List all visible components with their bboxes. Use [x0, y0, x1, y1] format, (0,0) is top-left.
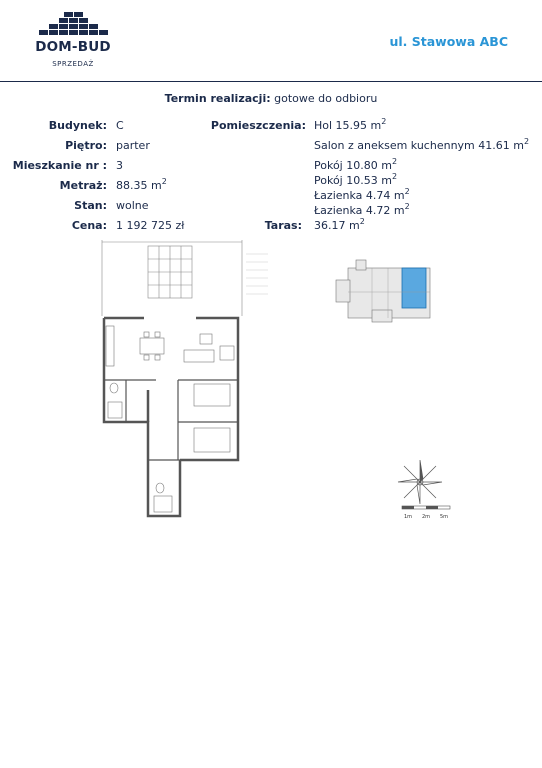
pomieszczenia-label: Pomieszczenia:: [210, 119, 306, 132]
scale-label: 5m: [440, 514, 449, 520]
room-sup: 2: [404, 187, 410, 196]
room-item: [314, 204, 410, 217]
header: [0, 0, 542, 82]
stan-value: wolne: [116, 199, 149, 212]
room-text: Łazienka 4.72 m: [314, 204, 405, 217]
room-text: Pokój 10.80 m: [314, 159, 392, 172]
logo-text: DOM-BUD: [35, 39, 111, 55]
mieszkanie-value: 3: [116, 159, 123, 172]
metraz-number: 88.35 m: [116, 179, 162, 192]
termin-label: Termin realizacji:: [164, 92, 271, 105]
key-plan: [332, 254, 442, 326]
budynek-value: C: [116, 119, 124, 132]
taras-value: [314, 219, 365, 232]
taras-label: Taras:: [264, 219, 302, 232]
metraz-value: [116, 179, 167, 192]
budynek-label: Budynek:: [48, 119, 107, 132]
cena-label: Cena:: [71, 219, 107, 232]
termin-value: gotowe do odbioru: [274, 92, 378, 105]
room-sup: 2: [391, 172, 398, 181]
apartment-highlight: [402, 268, 426, 308]
room-text: Pokój 10.53 m: [314, 174, 392, 187]
taras-number: 36.17 m: [314, 219, 360, 232]
room-text: Hol 15.95 m: [314, 119, 382, 132]
mieszkanie-label: Mieszkanie nr :: [12, 159, 107, 172]
brick-roof-icon: [30, 10, 116, 40]
room-item: [314, 119, 386, 132]
room-sup: 2: [391, 157, 398, 166]
room-sup: 2: [381, 117, 387, 126]
street-address: ul. Stawowa ABC: [389, 34, 508, 49]
logo-subtitle: SPRZEDAŻ: [52, 60, 94, 68]
room-sup: 2: [523, 137, 530, 146]
pietro-label: Piętro:: [65, 139, 107, 152]
metraz-unit-sup: 2: [161, 177, 167, 186]
room-item: [314, 174, 397, 187]
scale-label: 2m: [422, 514, 431, 520]
scale-bar: [400, 504, 452, 520]
dom-bud-logo[interactable]: [30, 10, 116, 72]
floor-plan: [96, 240, 272, 520]
room-item: [314, 189, 410, 202]
compass-rose-icon: [396, 458, 444, 506]
room-text: Salon z aneksem kuchennym 41.61 m: [314, 139, 524, 152]
room-text: Łazienka 4.74 m: [314, 189, 405, 202]
completion-date: [0, 92, 542, 105]
pietro-value: parter: [116, 139, 150, 152]
room-item: [314, 159, 397, 172]
taras-sup: 2: [359, 217, 365, 226]
metraz-label: Metraż:: [59, 179, 107, 192]
cena-value: 1 192 725 zł: [116, 219, 185, 232]
scale-label: 1m: [404, 514, 413, 520]
room-item: [314, 139, 529, 152]
room-sup: 2: [404, 202, 410, 211]
stan-label: Stan:: [74, 199, 107, 212]
